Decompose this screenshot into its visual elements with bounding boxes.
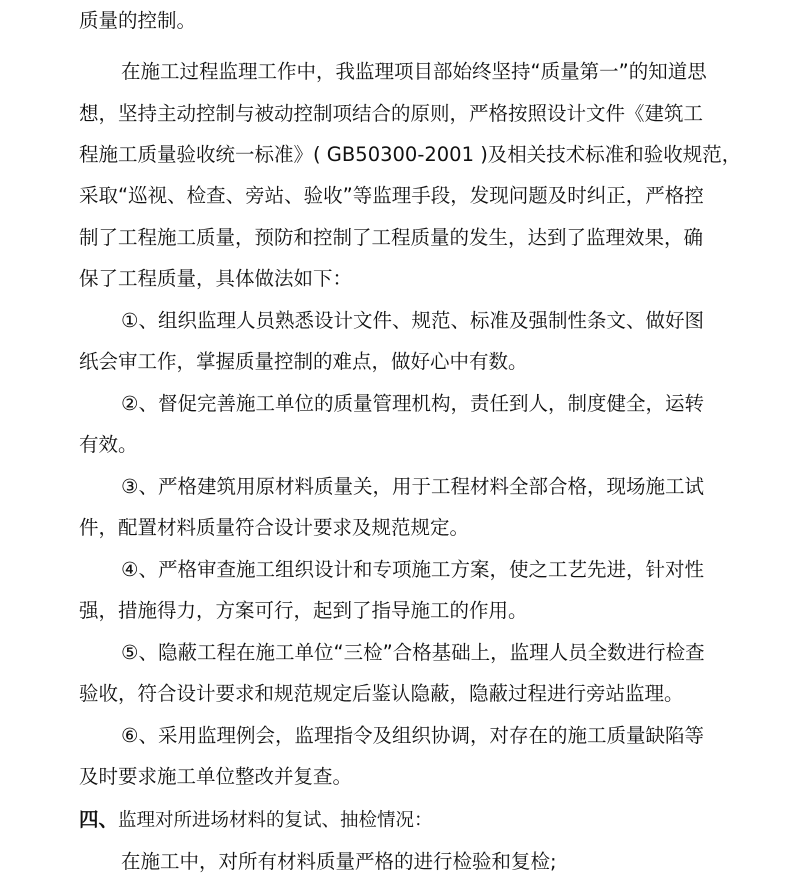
text-line: 强，措施得力，方案可行，起到了指导施工的作用。 <box>79 599 528 622</box>
text-line: 程施工质量验收统一标准》( GB50300-2001 )及相关技术标准和验收规范， <box>79 143 742 166</box>
section-heading-number: 四、 <box>79 808 119 831</box>
section-heading-title: 监理对所进场材料的复试、抽检情况： <box>118 810 433 831</box>
text-line: 质量的控制。 <box>79 9 197 32</box>
text-line: 纸会审工作，掌握质量控制的难点，做好心中有数。 <box>79 350 528 373</box>
text-line: 件，配置材料质量符合设计要求及规范规定。 <box>79 516 470 539</box>
text-line: 制了工程施工质量，预防和控制了工程质量的发生，达到了监理效果，确 <box>79 226 704 249</box>
list-item-2-line: ②、督促完善施工单位的质量管理机构，责任到人，制度健全，运转 <box>121 392 704 415</box>
text-line: 及时要求施工单位整改并复查。 <box>79 765 353 788</box>
text-line: 有效。 <box>79 433 138 456</box>
text-line: 保了工程质量，具体做法如下： <box>79 267 353 290</box>
text-line: 在施工中，对所有材料质量严格的进行检验和复检; <box>121 850 557 873</box>
list-item-1-line: ①、组织监理人员熟悉设计文件、规范、标准及强制性条文、做好图 <box>121 309 704 332</box>
text-line: 想，坚持主动控制与被动控制项结合的原则，严格按照设计文件《建筑工 <box>79 102 704 125</box>
list-item-5-line: ⑤、隐蔽工程在施工单位“三检”合格基础上，监理人员全数进行检查 <box>121 641 705 664</box>
text-line: 在施工过程监理工作中，我监理项目部始终坚持“质量第一”的知道思 <box>121 60 707 83</box>
list-item-3-line: ③、严格建筑用原材料质量关，用于工程材料全部合格，现场施工试 <box>121 475 704 498</box>
list-item-6-line: ⑥、采用监理例会，监理指令及组织协调，对存在的施工质量缺陷等 <box>121 724 704 747</box>
text-line: 采取“巡视、检查、旁站、验收”等监理手段，发现问题及时纠正，严格控 <box>79 184 704 207</box>
list-item-4-line: ④、严格审查施工组织设计和专项施工方案，使之工艺先进，针对性 <box>121 558 704 581</box>
section-heading <box>79 805 769 835</box>
text-line: 验收，符合设计要求和规范规定后鉴认隐蔽，隐蔽过程进行旁站监理。 <box>79 682 684 705</box>
